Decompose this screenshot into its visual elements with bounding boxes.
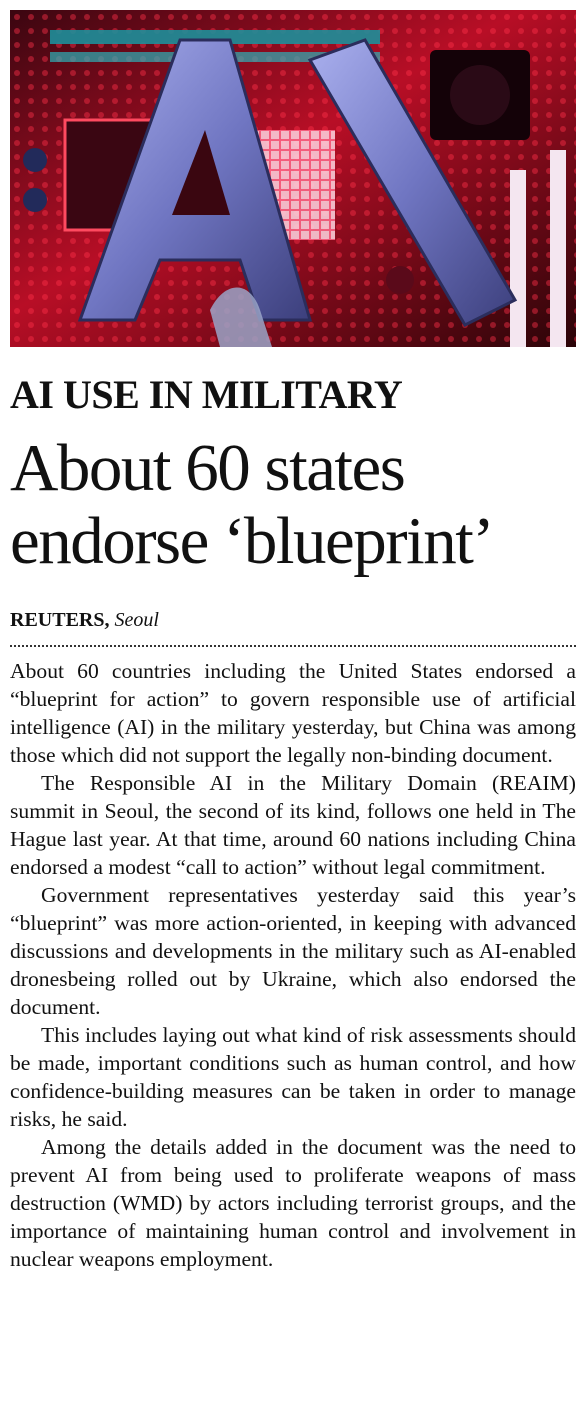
dotted-divider bbox=[10, 645, 576, 647]
article-photo bbox=[10, 10, 576, 347]
article-body bbox=[10, 657, 576, 1273]
section-kicker: AI USE IN MILITARY bbox=[10, 372, 403, 417]
byline-agency: REUTERS, bbox=[10, 609, 110, 631]
body-paragraph: This includes laying out what kind of risk assessments should be made, important conditions such as human control, and how confidence-building measures can be taken in order to manage risks, he said. bbox=[10, 1023, 576, 1131]
body-paragraph: The Responsible AI in the Military Domain (REAIM) summit in Seoul, the second of its kind, follows one held in The Hague last year. At that time, around 60 nations including China endorsed a modest “call to action” without legal commitment. bbox=[10, 771, 576, 879]
byline bbox=[10, 607, 576, 633]
circuit-board-ai-letters-image bbox=[10, 10, 576, 347]
body-paragraph: Among the details added in the document was the need to prevent AI from being used to proliferate weapons of mass destruction (WMD) by actors including terrorist groups, and the importance of maintaining human control and involvement in nuclear weapons employment. bbox=[10, 1135, 576, 1271]
body-paragraph: Government representatives yesterday said this year’s “blueprint” was more action-oriented, in keeping with advanced discussions and developments in the military such as AI-enabled dronesbeing rolled out by Ukraine, which also endorsed the document. bbox=[10, 883, 576, 1019]
headline bbox=[10, 432, 580, 578]
headline-line: endorse ‘blueprint’ bbox=[10, 504, 494, 578]
headline-line: About 60 states bbox=[10, 431, 405, 505]
body-paragraph: About 60 countries including the United States endorsed a “blueprint for action” to govern responsible use of artificial intelligence (AI) in the military yesterday, but China was among those which did not support the legally non-binding document. bbox=[10, 659, 576, 767]
byline-city: Seoul bbox=[114, 609, 159, 631]
